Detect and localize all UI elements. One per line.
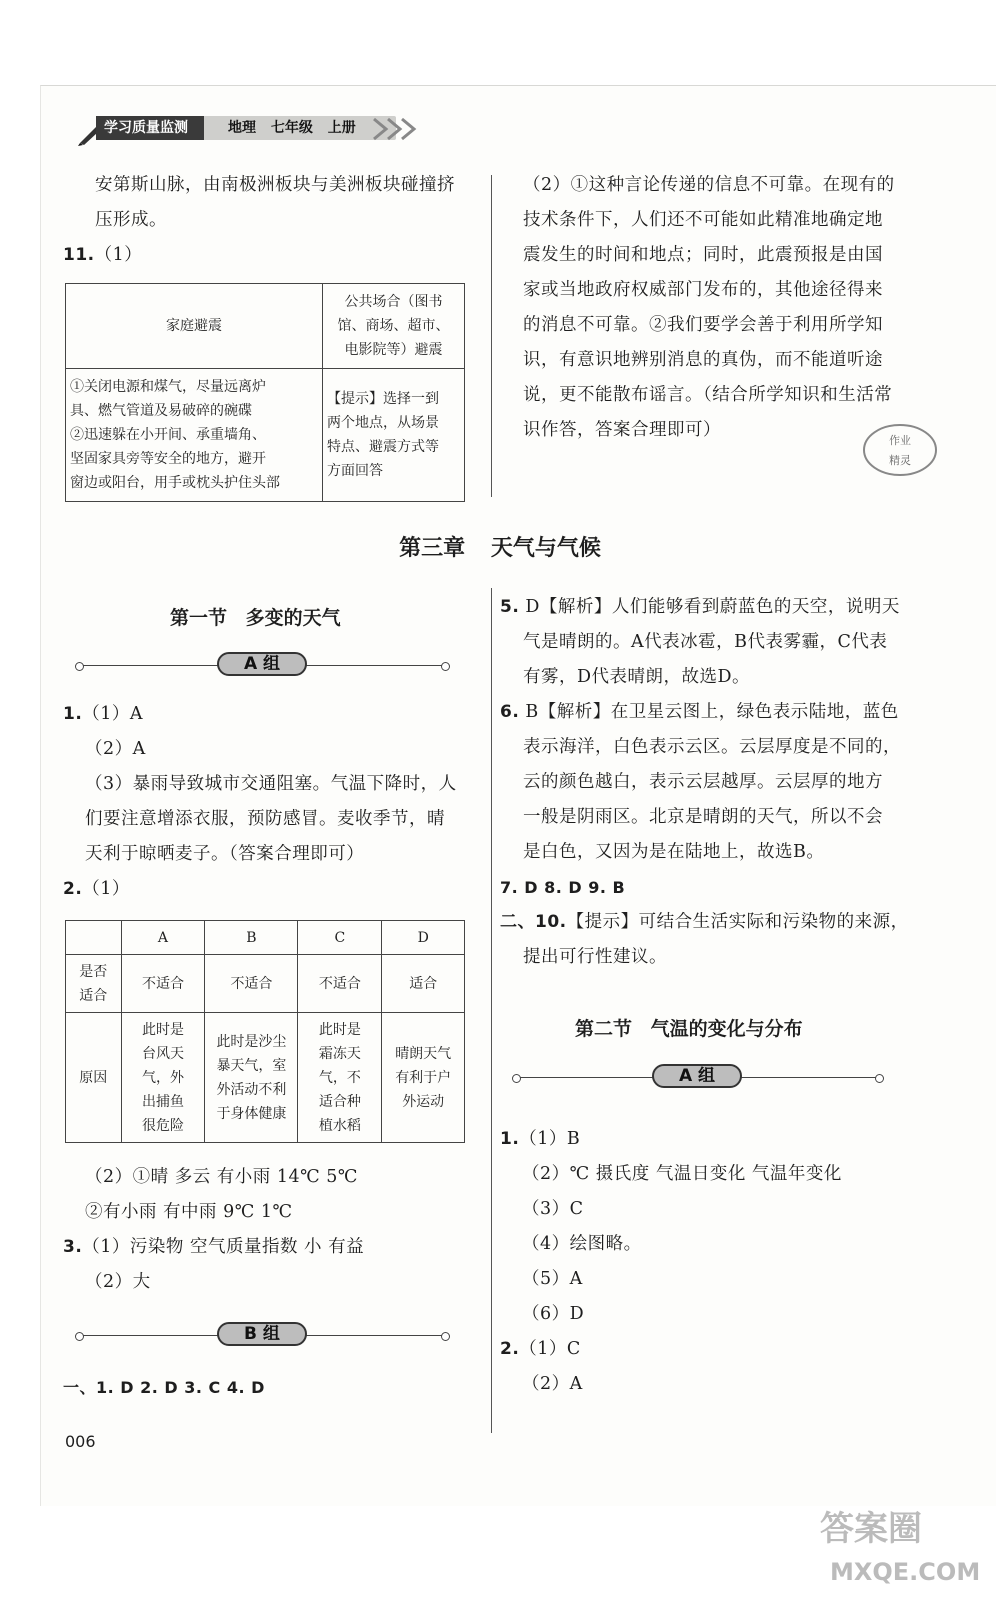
svg-text:作业: 作业 (889, 434, 911, 447)
q5-q10-answers: 5. D【解析】人们能够看到蔚蓝色的天空，说明天 气是晴朗的。A代表冰雹，B代表雾霾，C代表 有雾，D代表晴朗，故选D。 6. B【解析】在卫星云图上，绿色表示陆地，蓝色 表示海洋，白色表示云区。云层厚度是不同的， 云的颜色越白，表示云层越厚。云层厚的地方 一般是阴雨区。北京是晴朗的天气，所以不会 是白色，又因为是在陆地上，故选B。 7. D 8. D 9. B 二、10.【提示】可结合生活实际和污染物的来源， 提出可行性建议。 (500, 597, 909, 967)
column-divider-top (491, 175, 492, 497)
chapter-title: 第三章 天气与气候 (399, 536, 601, 561)
series-title: 学习质量监测 (104, 120, 188, 136)
table-header-public: 公共场合（图书 馆、商场、超市、 电影院等）避震 (323, 284, 465, 369)
svg-text:精灵: 精灵 (889, 454, 911, 467)
weather-table: A B C D 是否 适合 不适合 不适合 不适合 适合 原因 此时是 台风天 气，外 出捕鱼 很危险 此时是沙尘 暴天气，室 外活动不利 于身体健康 此时是 霜冻天 气，不 适合种 植水稻 晴朗天气 有利于户 外运动 (65, 920, 465, 1143)
question-11: 11.（1） (63, 245, 143, 265)
section-title-2: 第二节 气温的变化与分布 (575, 1018, 803, 1040)
table-cell-home: ①关闭电源和煤气，尽量远离炉 具、燃气管道及易破碎的碗碟 ②迅速躲在小开间、承重墙角、 坚固家具旁等安全的地方，避开 窗边或阳台，用手或枕头护住头部 (66, 369, 323, 502)
group-a-header: A 组 (75, 650, 450, 680)
watermark-logo (800, 1495, 1000, 1595)
right-answer-2: （2）①这种言论传递的信息不可靠。在现有的 技术条件下，人们还不可能如此精准地确定地 震发生的时间和地点；同时，此震预报是由国 家或当地政府权威部门发布的，其他途径得来 的消息不可靠。②我们要学会善于利用所学知 识，有意识地辨别消息的真伪，而不能道听途 说，更不能散布谣言。（结合所学知识和生活常 识作答，答案合理即可） (523, 175, 895, 440)
earthquake-table (65, 283, 465, 502)
chevron-arrows-icon (372, 116, 432, 142)
page-number: 006 (65, 1432, 96, 1451)
group-b-answers: 一、1. D 2. D 3. C 4. D (63, 1378, 265, 1397)
svg-text:答案圈: 答案圈 (820, 1509, 922, 1549)
header-ribbon (76, 113, 376, 143)
section-title-1: 第一节 多变的天气 (170, 607, 341, 629)
group-b-header: B 组 (75, 1320, 450, 1350)
q1-answers: 1.（1）A （2）A （3）暴雨导致城市交通阻塞。气温下降时，人 们要注意增添衣服，预防感冒。麦收季节，晴 天利于晾晒麦子。（答案合理即可） 2.（1） (63, 704, 457, 899)
q2-q3-answers: （2）①晴 多云 有小雨 14℃ 5℃ ②有小雨 有中雨 9℃ 1℃ 3.（1）污染物 空气质量指数 小 有益 （2）大 (63, 1167, 365, 1292)
svg-text:MXQE.COM: MXQE.COM (830, 1558, 981, 1586)
header-subject: 地理 七年级 上册 (228, 120, 356, 136)
left-continuation: 安第斯山脉，由南极洲板块与美洲板块碰撞挤 压形成。 (95, 175, 455, 230)
table-cell-public: 【提示】选择一到 两个地点，从场景 特点、避震方式等 方面回答 (323, 369, 465, 502)
table-header-home: 家庭避震 (66, 284, 323, 369)
section2-answers: 1.（1）B （2）℃ 摄氏度 气温日变化 气温年变化 （3）C （4）绘图略。 （5）A （6）D 2.（1）C （2）A (500, 1129, 842, 1394)
group-a-header-2: A 组 (512, 1062, 884, 1092)
stamp-logo (860, 420, 940, 480)
column-divider-bottom (491, 588, 492, 1433)
